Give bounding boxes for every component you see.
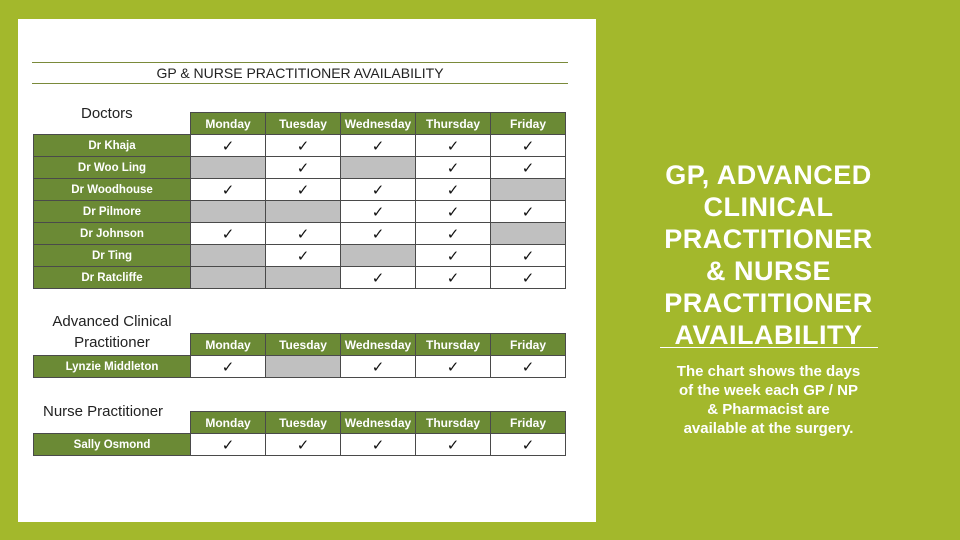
table-row: [34, 157, 566, 179]
day-header-tuesday: Tuesday: [266, 113, 341, 135]
header-spacer: [34, 113, 191, 135]
panel-description: [636, 362, 901, 438]
description-line: available at the surgery.: [683, 420, 854, 437]
practitioner-name: Dr Pilmore: [34, 201, 191, 223]
available-check-icon: ✓: [491, 245, 566, 267]
available-check-icon: ✓: [416, 223, 491, 245]
day-header-wednesday: Wednesday: [341, 334, 416, 356]
practitioner-name: Dr Johnson: [34, 223, 191, 245]
available-check-icon: ✓: [191, 434, 266, 456]
panel-title: [596, 159, 941, 351]
table-row: [34, 245, 566, 267]
available-check-icon: ✓: [191, 223, 266, 245]
panel-title-line: & NURSE: [705, 256, 831, 286]
available-check-icon: ✓: [341, 223, 416, 245]
practitioner-name: Dr Ting: [34, 245, 191, 267]
available-check-icon: ✓: [341, 201, 416, 223]
description-line: The chart shows the days: [676, 363, 861, 380]
section-label-acp-line1: Advanced Clinical: [52, 313, 172, 330]
table-row: [34, 135, 566, 157]
panel-title-line: AVAILABILITY: [674, 320, 863, 350]
available-check-icon: ✓: [491, 157, 566, 179]
available-check-icon: ✓: [266, 135, 341, 157]
title-divider: [660, 347, 878, 348]
section-label-np: Nurse Practitioner: [43, 403, 164, 420]
description-line: & Pharmacist are: [707, 401, 830, 418]
available-check-icon: ✓: [191, 135, 266, 157]
available-check-icon: ✓: [266, 157, 341, 179]
available-check-icon: ✓: [341, 135, 416, 157]
header-row: [34, 412, 566, 434]
available-check-icon: ✓: [416, 201, 491, 223]
info-panel: [596, 19, 941, 522]
table-row: [34, 201, 566, 223]
day-header-thursday: Thursday: [416, 334, 491, 356]
day-header-tuesday: Tuesday: [266, 334, 341, 356]
available-check-icon: ✓: [341, 356, 416, 378]
practitioner-name: Dr Woo Ling: [34, 157, 191, 179]
practitioner-name: Dr Woodhouse: [34, 179, 191, 201]
section-label-doctors: Doctors: [81, 105, 133, 122]
practitioner-name: Sally Osmond: [34, 434, 191, 456]
day-header-tuesday: Tuesday: [266, 412, 341, 434]
unavailable-cell: [191, 245, 266, 267]
np-table: [33, 411, 566, 456]
available-check-icon: ✓: [266, 245, 341, 267]
available-check-icon: ✓: [341, 267, 416, 289]
header-row: [34, 334, 566, 356]
section-label-acp-line2: Practitioner: [74, 334, 150, 351]
header-spacer: [34, 412, 191, 434]
available-check-icon: ✓: [191, 356, 266, 378]
acp-table: [33, 333, 566, 378]
available-check-icon: ✓: [491, 267, 566, 289]
day-header-friday: Friday: [491, 113, 566, 135]
practitioner-name: Lynzie Middleton: [34, 356, 191, 378]
day-header-thursday: Thursday: [416, 113, 491, 135]
table-row: [34, 179, 566, 201]
available-check-icon: ✓: [191, 179, 266, 201]
unavailable-cell: [266, 356, 341, 378]
unavailable-cell: [191, 267, 266, 289]
unavailable-cell: [266, 201, 341, 223]
unavailable-cell: [491, 223, 566, 245]
available-check-icon: ✓: [416, 267, 491, 289]
available-check-icon: ✓: [416, 179, 491, 201]
unavailable-cell: [266, 267, 341, 289]
doctors-table: [33, 112, 566, 289]
unavailable-cell: [191, 201, 266, 223]
day-header-friday: Friday: [491, 412, 566, 434]
available-check-icon: ✓: [266, 179, 341, 201]
practitioner-name: Dr Ratcliffe: [34, 267, 191, 289]
available-check-icon: ✓: [416, 157, 491, 179]
unavailable-cell: [491, 179, 566, 201]
table-row: [34, 223, 566, 245]
header-row: [34, 113, 566, 135]
day-header-wednesday: Wednesday: [341, 412, 416, 434]
available-check-icon: ✓: [416, 356, 491, 378]
available-check-icon: ✓: [341, 434, 416, 456]
panel-title-line: GP, ADVANCED: [665, 160, 872, 190]
available-check-icon: ✓: [266, 223, 341, 245]
day-header-monday: Monday: [191, 334, 266, 356]
unavailable-cell: [191, 157, 266, 179]
available-check-icon: ✓: [491, 434, 566, 456]
panel-title-line: CLINICAL: [703, 192, 834, 222]
day-header-monday: Monday: [191, 412, 266, 434]
unavailable-cell: [341, 157, 416, 179]
table-row: [34, 434, 566, 456]
available-check-icon: ✓: [266, 434, 341, 456]
available-check-icon: ✓: [341, 179, 416, 201]
header-spacer: [34, 334, 191, 356]
table-row: [34, 267, 566, 289]
available-check-icon: ✓: [491, 356, 566, 378]
available-check-icon: ✓: [416, 245, 491, 267]
practitioner-name: Dr Khaja: [34, 135, 191, 157]
chart-title: GP & NURSE PRACTITIONER AVAILABILITY: [32, 62, 568, 84]
panel-title-line: PRACTITIONER: [664, 288, 873, 318]
available-check-icon: ✓: [491, 201, 566, 223]
table-row: [34, 356, 566, 378]
day-header-thursday: Thursday: [416, 412, 491, 434]
description-line: of the week each GP / NP: [679, 382, 858, 399]
panel-title-line: PRACTITIONER: [664, 224, 873, 254]
available-check-icon: ✓: [491, 135, 566, 157]
day-header-monday: Monday: [191, 113, 266, 135]
available-check-icon: ✓: [416, 434, 491, 456]
day-header-wednesday: Wednesday: [341, 113, 416, 135]
available-check-icon: ✓: [416, 135, 491, 157]
day-header-friday: Friday: [491, 334, 566, 356]
availability-chart-panel: [18, 19, 596, 522]
unavailable-cell: [341, 245, 416, 267]
